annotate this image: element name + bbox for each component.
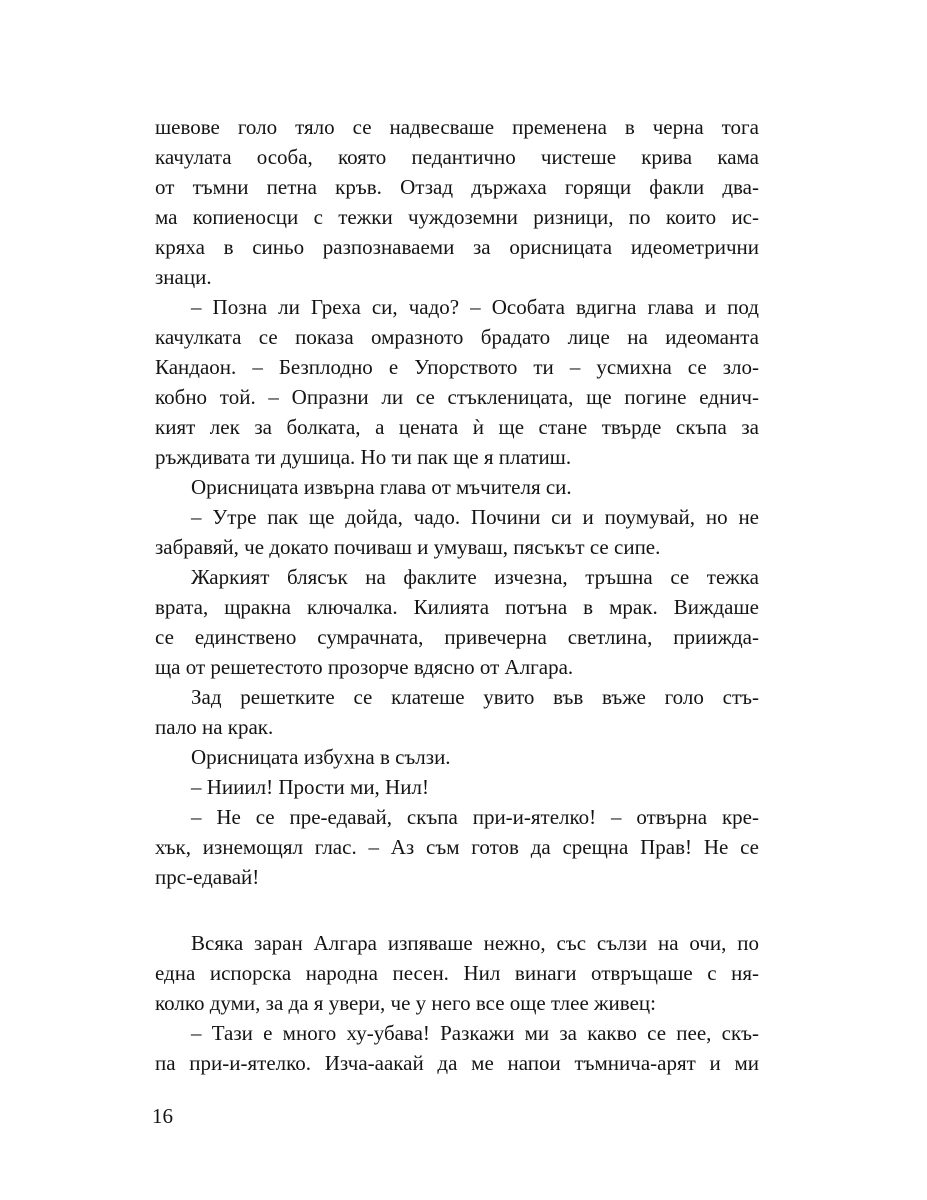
page-number: 16 xyxy=(152,1104,173,1128)
paragraph xyxy=(155,1018,759,1078)
paragraph xyxy=(155,292,759,472)
text-line: кобно той. – Опразни ли се стъкленицата, ще погине еднич- xyxy=(155,385,759,409)
text-line: качулката се показа омразното брадато лице на идеоманта xyxy=(155,325,759,349)
text-line: ща от решетестото прозорче вдясно от Алгара. xyxy=(155,655,574,679)
paragraph xyxy=(155,682,759,742)
text-line: Орисницата извърна глава от мъчителя си. xyxy=(191,475,572,499)
text-line: врата, щракна ключалка. Килията потъна в мрак. Виждаше xyxy=(155,595,759,619)
text-line: знаци. xyxy=(155,265,212,289)
text-line: забравяй, че докато почиваш и умуваш, пясъкът се сипе. xyxy=(155,535,661,559)
text-line: – Не се пре-едавай, скъпа при-и-ятелко! – отвърна кре- xyxy=(191,805,759,829)
text-line: Кандаон. – Безплодно е Упорството ти – усмихна се зло- xyxy=(155,355,759,379)
paragraph xyxy=(155,802,759,892)
text-line: шевове голо тяло се надвесваше пременена в черна тога xyxy=(155,115,759,139)
text-line: ма копиеносци с тежки чуждоземни ризници, по които ис- xyxy=(155,205,759,229)
paragraph xyxy=(155,112,759,292)
text-line: се единствено сумрачната, привечерна светлина, приижда- xyxy=(155,625,759,649)
text-line: Зад решетките се клатеше увито във въже голо стъ- xyxy=(191,685,759,709)
text-line: кият лек за болката, а цената ѝ ще стане твърде скъпа за xyxy=(155,415,759,439)
paragraph xyxy=(155,928,759,1018)
text-line: – Утре пак ще дойда, чадо. Почини си и поумувай, но не xyxy=(191,505,759,529)
text-line: една испорска народна песен. Нил винаги отвръщаше с ня- xyxy=(155,961,759,985)
page-text xyxy=(155,112,759,1078)
text-line: Всяка заран Алгара изпяваше нежно, със сълзи на очи, по xyxy=(191,931,759,955)
text-line: Орисницата избухна в сълзи. xyxy=(191,745,451,769)
text-line: Жаркият блясък на факлите изчезна, тръшна се тежка xyxy=(191,565,759,589)
text-line: кряха в синьо разпознаваеми за орисницата идеометрични xyxy=(155,235,759,259)
text-line: па при-и-ятелко. Изча-аакай да ме напои тъмнича-арят и ми xyxy=(155,1051,759,1075)
paragraph xyxy=(155,742,759,772)
text-line: – Нииил! Прости ми, Нил! xyxy=(191,775,429,799)
text-line: пало на крак. xyxy=(155,715,274,739)
paragraph xyxy=(155,502,759,562)
paragraph xyxy=(155,472,759,502)
text-line: – Позна ли Греха си, чадо? – Особата вдигна глава и под xyxy=(191,295,759,319)
text-line: ръждивата ти душица. Но ти пак ще я платиш. xyxy=(155,445,572,469)
text-line: – Тази е много ху-убава! Разкажи ми за какво се пее, скъ- xyxy=(191,1021,759,1045)
paragraph xyxy=(155,772,759,802)
text-line: прс-едавай! xyxy=(155,865,260,889)
paragraph xyxy=(155,562,759,682)
text-line: хък, изнемощял глас. – Аз съм готов да срещна Прав! Не се xyxy=(155,835,759,859)
text-line: качулата особа, която педантично чистеше крива кама xyxy=(155,145,759,169)
text-line: от тъмни петна кръв. Отзад държаха горящи факли два- xyxy=(155,175,759,199)
text-line: колко думи, за да я увери, че у него все още тлее живец: xyxy=(155,991,656,1015)
